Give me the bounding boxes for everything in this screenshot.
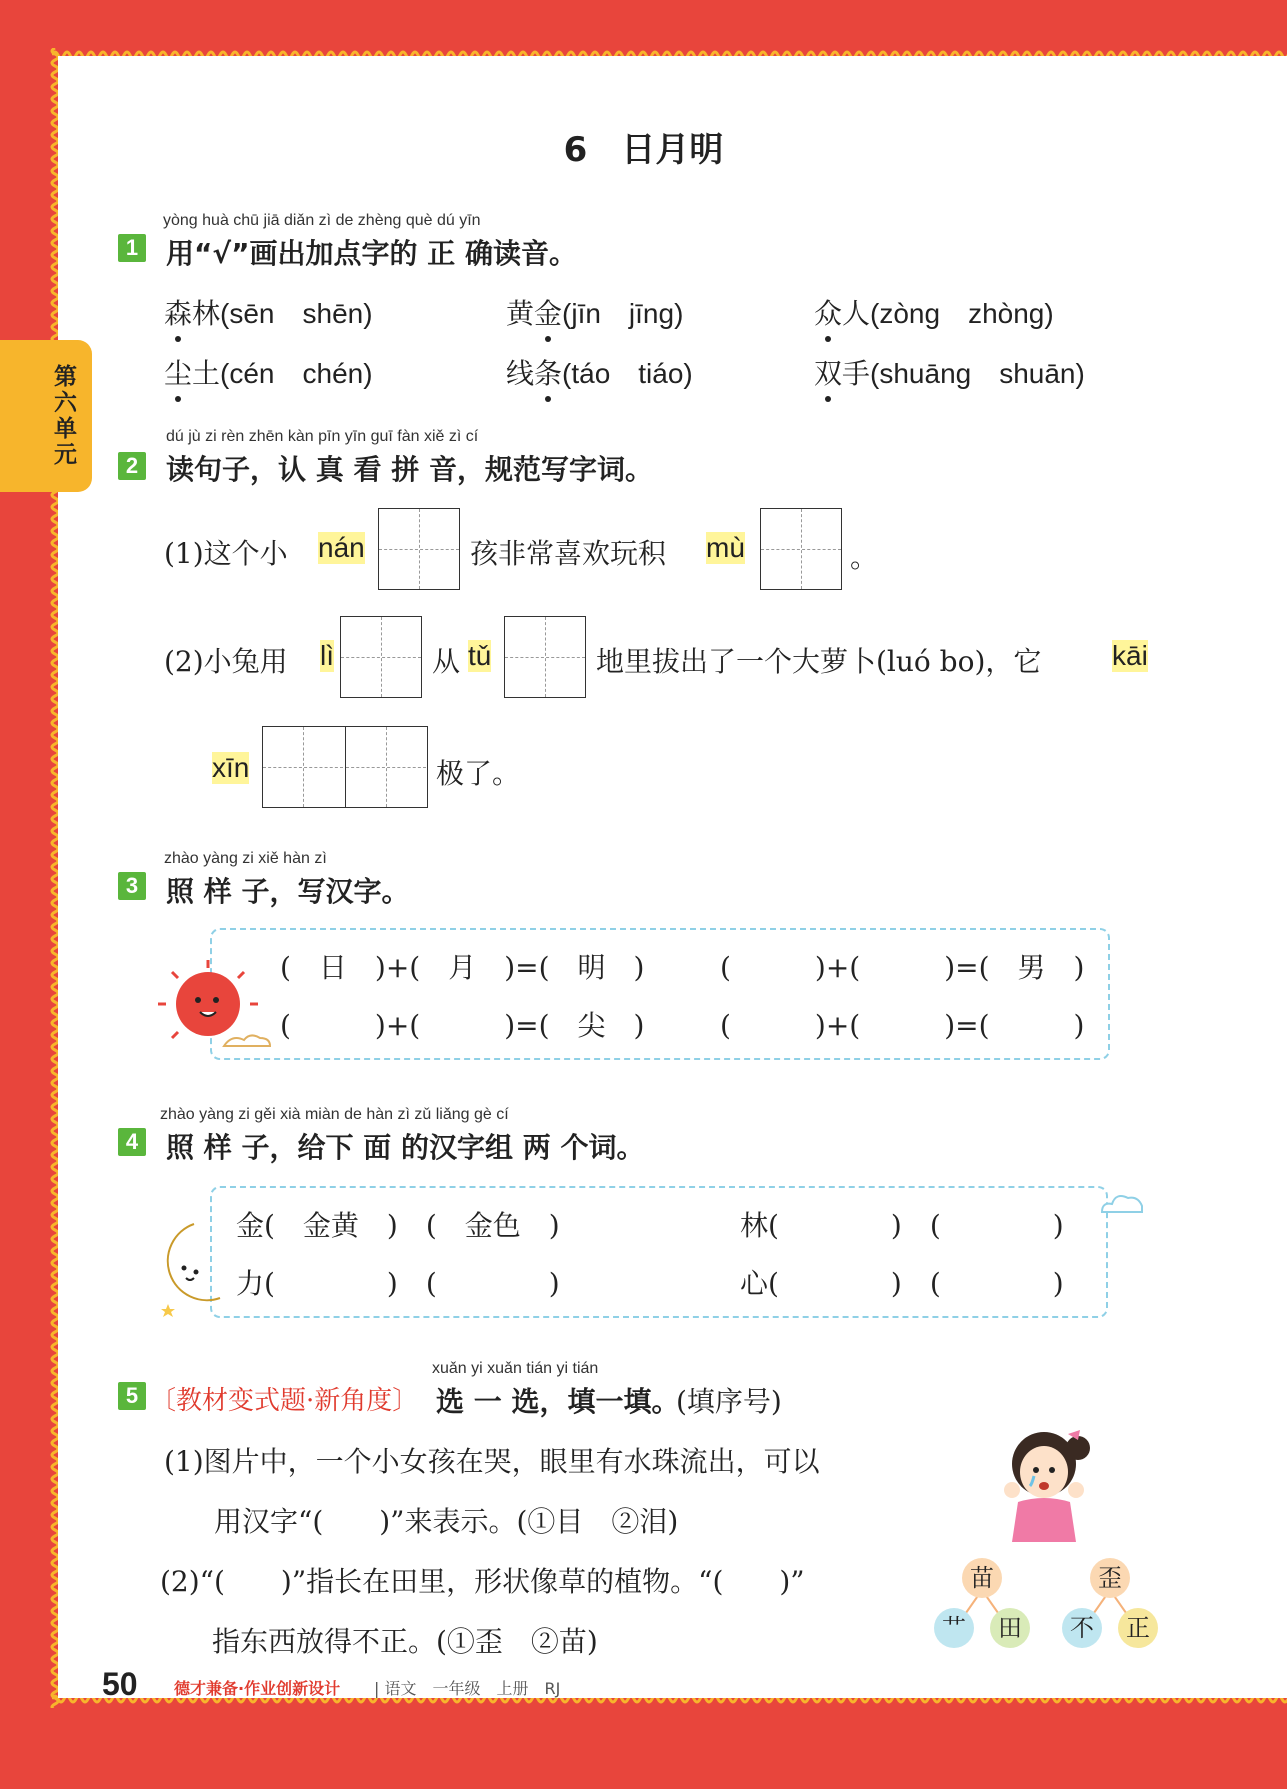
q1-item-4[interactable] [164,352,373,392]
q2-s1-pinyin1: nán [318,532,365,563]
q1-item-3-dotted: 众 [814,292,842,332]
unit-tab-label: 第六单元 [54,364,77,468]
q1-item-4-char: 土 [192,357,221,390]
unit-side-tab [0,340,92,492]
q2-s1-write-box1[interactable] [378,508,460,590]
q1-item-4-options: (cén chén) [220,358,373,389]
q5-p1-line1: (1)图片中，一个小女孩在哭，眼里有水珠流出，可以 [164,1445,820,1478]
q1-item-5-options: (táo tiáo) [562,358,693,389]
q3-row1-right[interactable]: ( )+( )=( 男 ) [720,951,1085,984]
q2-s2-write-box1[interactable] [340,616,422,698]
q1-item-2[interactable] [506,292,683,332]
q2-s1-pinyin2: mù [706,532,745,563]
q2-s1-write-box2[interactable] [760,508,842,590]
moon-icon [154,1218,224,1318]
q5-note: (填序号) [676,1385,782,1418]
q2-s2-pinyin3: kāi [1112,640,1148,671]
tree-part-tian: 田 [990,1608,1030,1648]
q5-p2-line2: 指东西放得不正。(①歪 ②苗) [212,1625,598,1658]
q5-p1-line2[interactable]: 用汉字“( )”来表示。(①目 ②泪) [214,1505,679,1538]
q1-item-1-dotted: 森 [164,292,192,332]
q5-p2-line1[interactable]: (2)“( )”指长在田里，形状像草的植物。“( )” [160,1565,805,1598]
q2-s2-part3: 地里拔出了一个大萝卜(luó bo)，它 [596,645,1042,678]
q4-row2-right[interactable]: 心( ) ( ) [740,1267,1064,1300]
q3-pinyin: zhào yàng zi xiě hàn zì [164,850,327,867]
q3-row1-left[interactable]: ( 日 )+( 月 )=( 明 ) [280,951,645,984]
tree-part-bu: 不 [1062,1608,1102,1648]
cloud-icon [1098,1190,1146,1216]
q4-pinyin: zhào yàng zi gěi xià miàn de hàn zì zǔ liǎng gè cí [160,1106,509,1123]
crying-girl-illustration [994,1420,1096,1542]
q1-item-1-char: 林 [192,297,221,330]
q1-item-6[interactable] [814,352,1085,392]
q2-s3-end: 极了。 [436,757,521,790]
tree-char-miao: 苗 [962,1558,1002,1598]
q1-item-3[interactable] [814,292,1054,332]
q5-tag: 〔教材变式题·新角度〕 [150,1386,419,1416]
q2-instruction: 读句子，认 真 看 拼 音，规范写字词。 [166,453,653,486]
q1-item-1-options: (sēn shēn) [220,298,373,329]
q1-item-5[interactable] [506,352,693,392]
q1-item-6-char: 手 [842,357,871,390]
q1-instruction: 用“√”画出加点字的 正 确读音。 [166,237,577,270]
tree-char-wai: 歪 [1090,1558,1130,1598]
q2-s2-part1: (2)小兔用 [164,645,288,678]
q4-instruction: 照 样 子，给下 面 的汉字组 两 个词。 [166,1131,645,1164]
q1-item-3-char: 人 [842,297,871,330]
q2-s2-part2: 从 [432,645,461,678]
q4-row1-left[interactable]: 金( 金黄 ) ( 金色 ) [236,1209,560,1242]
q2-s1-part2: 孩非常喜欢玩积 [470,537,667,570]
q5-number: 5 [118,1382,146,1410]
sun-icon [152,960,292,1060]
q1-item-4-dotted: 尘 [164,352,192,392]
q1-item-2-dotted: 金 [534,292,562,332]
q2-s2-write-box2[interactable] [504,616,586,698]
q1-item-5-char: 线 [506,357,535,390]
lesson-title: 6 日月明 [563,130,724,170]
q2-s1-end: 。 [850,541,879,574]
q1-pinyin: yòng huà chū jiā diǎn zì de zhèng què dú yīn [163,212,481,229]
q2-s1-part1: (1)这个小 [164,537,288,570]
q2-s2-pinyin2: tǔ [468,640,492,671]
tree-part-cao: 艹 [934,1608,974,1648]
q3-instruction: 照 样 子，写汉字。 [166,875,410,908]
q2-s2-pinyin1: lì [320,640,334,671]
q2-pinyin: dú jù zi rèn zhēn kàn pīn yīn guī fàn xiě zì cí [166,428,479,445]
footer-brand: 德才兼备·作业创新设计 [174,1679,341,1698]
tree-part-zheng: 正 [1118,1608,1158,1648]
q2-s3-pinyin: xīn [212,752,250,783]
q3-row2-left[interactable]: ( )+( )=( 尖 ) [280,1009,645,1042]
q4-number: 4 [118,1128,146,1156]
q2-number: 2 [118,452,146,480]
q3-number: 3 [118,872,146,900]
footer-book-info: | 语文 一年级 上册 RJ [374,1679,561,1698]
q4-row1-right[interactable]: 林( ) ( ) [740,1209,1064,1242]
q3-row2-right[interactable]: ( )+( )=( ) [720,1009,1085,1042]
q1-item-6-options: (shuāng shuān) [870,358,1085,389]
q1-item-5-dotted: 条 [534,352,562,392]
q5-instruction: 选 一 选，填一填。 [436,1385,680,1418]
q1-item-1[interactable] [164,292,373,332]
q1-number: 1 [118,234,146,262]
q5-pinyin: xuǎn yi xuǎn tián yi tián [432,1360,599,1377]
q2-s3-write-boxes[interactable] [262,726,428,808]
q1-item-2-options: (jīn jīng) [562,298,684,329]
q4-row2-left[interactable]: 力( ) ( ) [236,1267,560,1300]
q1-item-2-char: 黄 [506,297,535,330]
q1-item-3-options: (zòng zhòng) [870,298,1054,329]
q1-item-6-dotted: 双 [814,352,842,392]
page-number: 50 [102,1666,138,1702]
